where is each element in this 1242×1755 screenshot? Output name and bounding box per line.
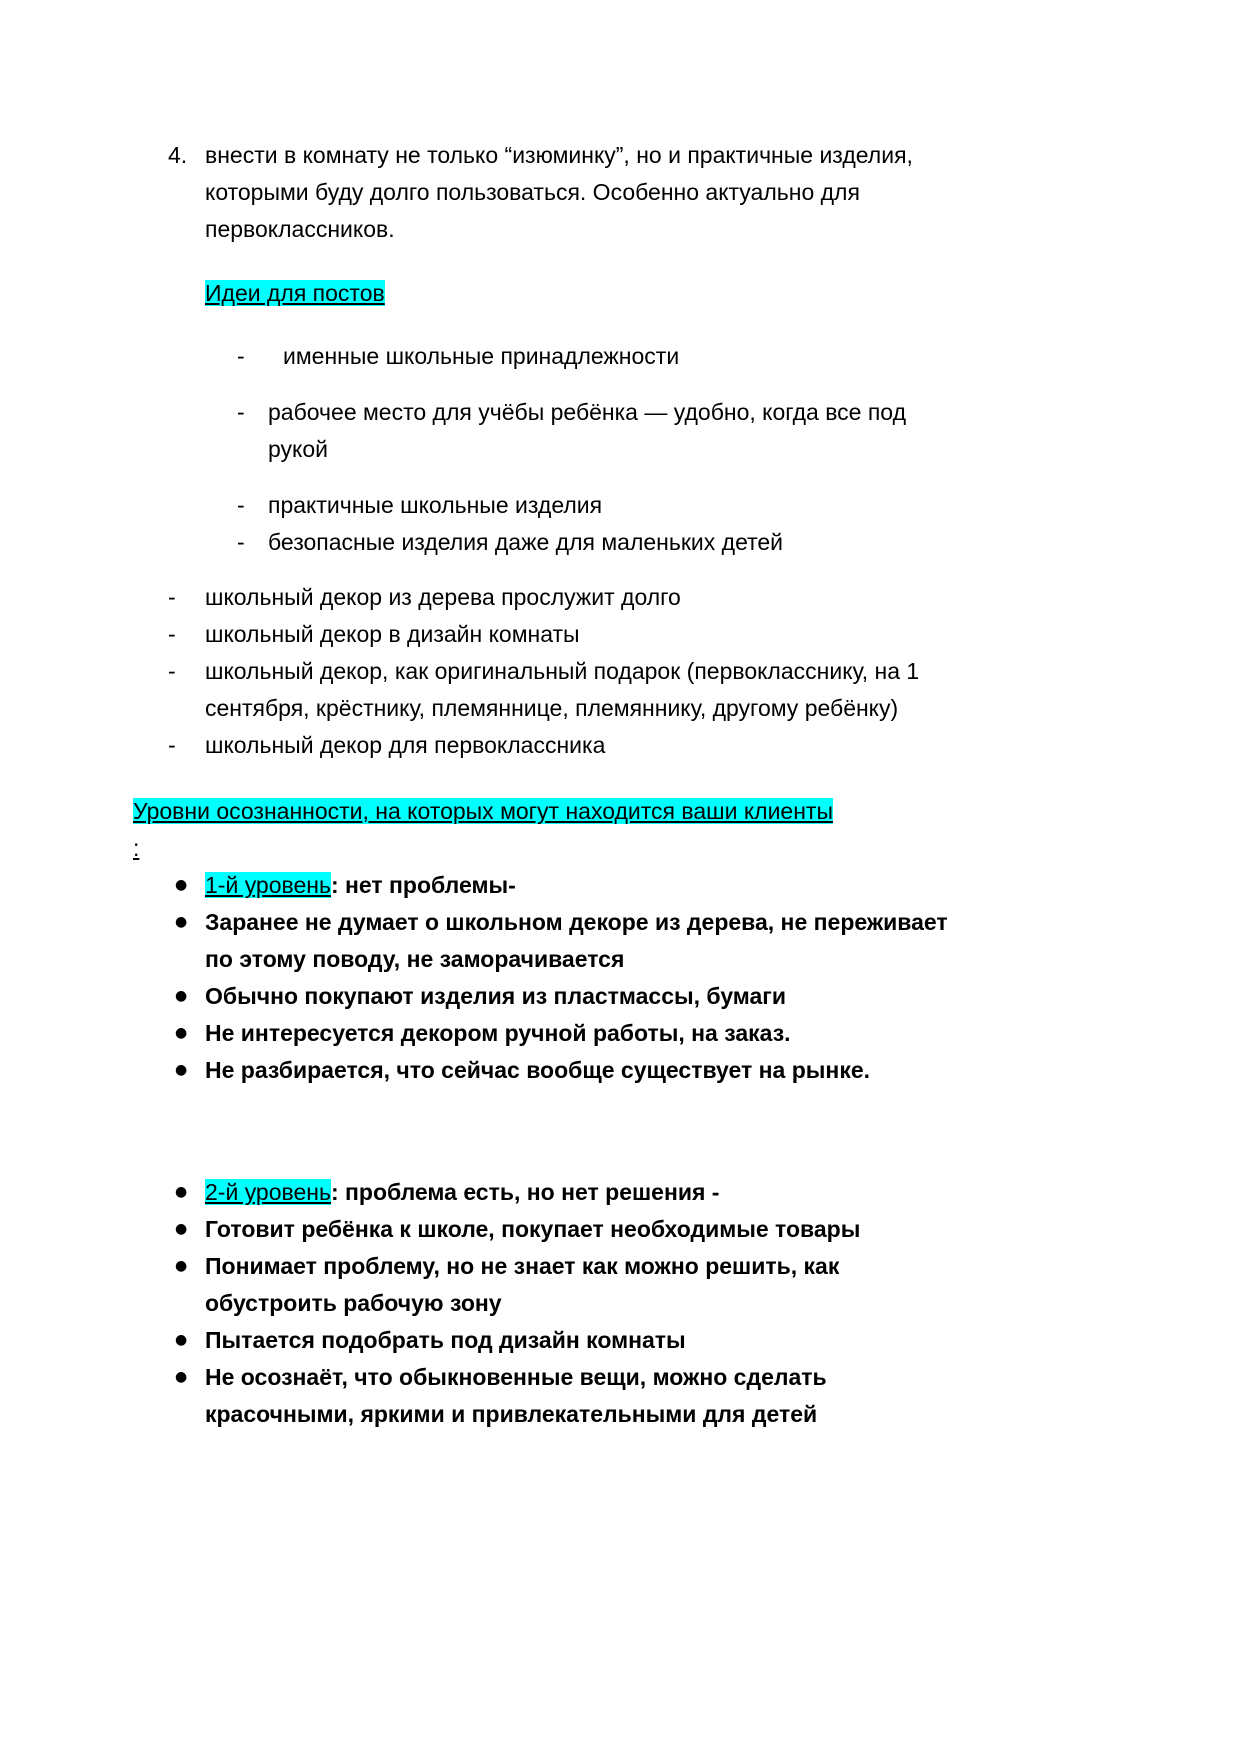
dash-marker: - [168,584,176,610]
list-item [168,1174,1242,1211]
dash-marker: - [237,492,245,518]
numbered-item-text: внести в комнату не только “изюминку”, но и практичные изделия, которыми буду долго пользоваться. Особенно актуально для первоклассников. [205,142,913,242]
list-item [168,904,1242,978]
list-item-text: практичные школьные изделия [268,492,603,518]
ideas-list [237,338,1242,561]
list-item-text: школьный декор из дерева прослужит долго [205,584,681,610]
bullet-marker: ● [175,1025,188,1041]
level1-label-suffix: : нет проблемы- [330,872,516,898]
list-item-text [205,867,965,904]
list-item [168,1359,1242,1433]
levels-heading-colon: : [133,835,140,861]
list-item-text: школьный декор для первоклассника [205,732,606,758]
list-item-text: Заранее не думает о школьном декоре из дерева, не переживает по этому поводу, не заморачивается [205,909,948,972]
list-item [168,1211,1242,1248]
list-item [168,1052,1242,1089]
list-item-text: Не разбирается, что сейчас вообще существует на рынке. [205,1057,871,1083]
list-item [168,653,1242,727]
list-item [237,524,1242,561]
list-item-text: Понимает проблему, но не знает как можно решить, как обустроить рабочую зону [205,1253,840,1316]
list-item-text: школьный декор в дизайн комнаты [205,621,580,647]
bullet-marker: ● [175,1369,188,1385]
numbered-item-4 [168,137,1242,248]
list-number: 4. [168,142,188,168]
dash-marker: - [237,529,245,555]
bullet-marker: ● [175,914,188,930]
list-item [168,727,1242,764]
list-item [168,867,1242,904]
bullet-marker: ● [175,877,188,893]
list-item-text: безопасные изделия даже для маленьких детей [268,529,784,555]
level2-label: 2-й уровень [205,1179,331,1205]
levels-heading-text: Уровни осознанности, на которых могут находится ваши клиенты [133,798,833,824]
levels-heading [133,793,1242,830]
ideas-heading [205,275,1242,312]
list-item [168,1248,1242,1322]
ideas-heading-text: Идеи для постов [205,280,385,306]
bullet-marker: ● [175,1184,188,1200]
decor-list [168,579,1242,764]
list-item-text [205,1174,965,1211]
list-item-text: Пытается подобрать под дизайн комнаты [205,1327,686,1353]
list-item [168,978,1242,1015]
level2-list [168,1174,1242,1433]
list-item-text: именные школьные принадлежности [283,343,680,369]
dash-marker: - [237,343,245,369]
level1-label: 1-й уровень [205,872,331,898]
dash-marker: - [168,732,176,758]
list-item [237,338,1242,375]
list-item-text: Готовит ребёнка к школе, покупает необходимые товары [205,1216,861,1242]
list-item-text: Не осознаёт, что обыкновенные вещи, можно сделать красочными, яркими и привлекательными для детей [205,1364,827,1427]
list-item [237,394,1242,468]
dash-marker: - [237,399,245,425]
dash-marker: - [168,621,176,647]
bullet-marker: ● [175,1062,188,1078]
level1-list [168,867,1242,1089]
bullet-marker: ● [175,1332,188,1348]
list-item-text: Обычно покупают изделия из пластмассы, бумаги [205,983,787,1009]
list-item [168,616,1242,653]
list-item [168,579,1242,616]
dash-marker: - [168,658,176,684]
list-item [237,487,1242,524]
list-item-text: рабочее место для учёбы ребёнка — удобно, когда все под рукой [268,399,907,462]
bullet-marker: ● [175,1258,188,1274]
list-item [168,1015,1242,1052]
bullet-marker: ● [175,988,188,1004]
list-item-text: Не интересуется декором ручной работы, на заказ. [205,1020,791,1046]
level2-label-suffix: : проблема есть, но нет решения - [330,1179,720,1205]
list-item-text: школьный декор, как оригинальный подарок (первокласснику, на 1 сентября, крёстнику, племяннице, племяннику, другому ребёнку) [205,658,920,721]
bullet-marker: ● [175,1221,188,1237]
list-item [168,1322,1242,1359]
